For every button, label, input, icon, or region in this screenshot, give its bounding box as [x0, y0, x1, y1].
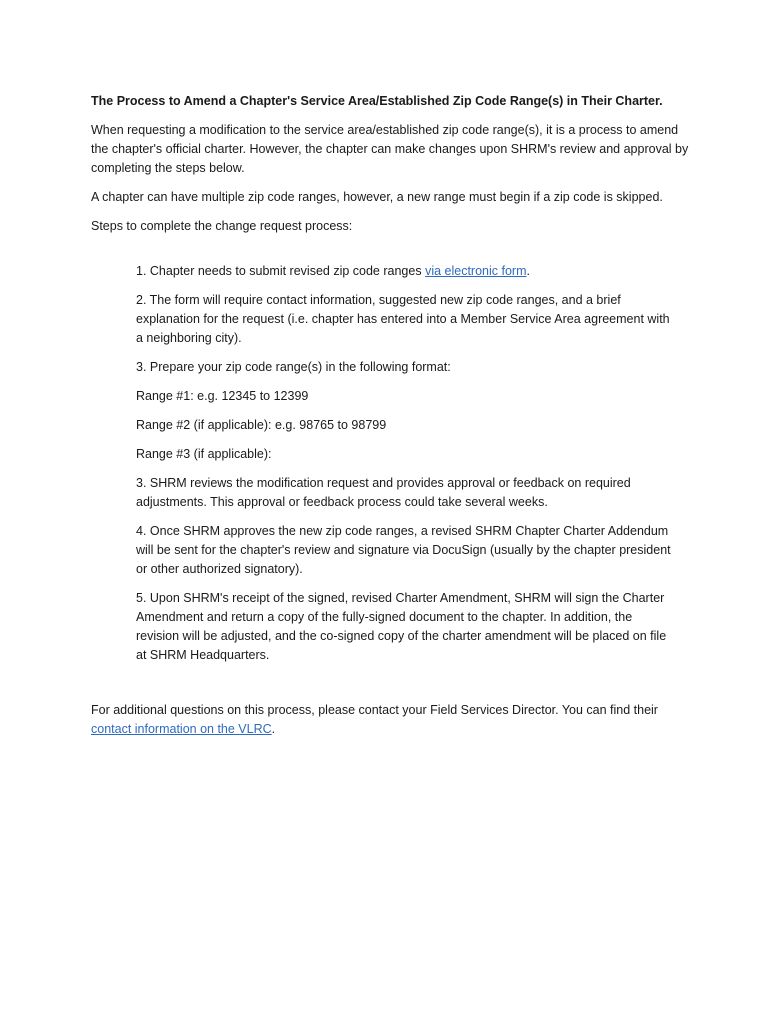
step-3-review: 3. SHRM reviews the modification request and provides approval or feedback on required adjustments. This approval or feedback process could take several weeks. — [136, 476, 631, 509]
multiple-ranges-paragraph: A chapter can have multiple zip code ranges, however, a new range must begin if a zip code is skipped. — [91, 190, 663, 204]
footer-suffix: . — [271, 722, 276, 736]
steps-list — [136, 262, 676, 665]
electronic-form-link[interactable]: via electronic form — [425, 264, 527, 278]
intro-paragraph: When requesting a modification to the service area/established zip code range(s), it is a process to amend the chapter's official charter. However, the chapter can make changes upon SHRM's review and approval by completing the steps below. — [91, 123, 689, 175]
vlrc-contact-link[interactable]: contact information on the VLRC — [91, 722, 272, 736]
step-4: 4. Once SHRM approves the new zip code ranges, a revised SHRM Chapter Charter Addendum will be sent for the chapter's review and signature via DocuSign (usually by the chapter president or other authorized signatory). — [136, 524, 671, 576]
step-1 — [136, 262, 676, 281]
document-page — [91, 92, 691, 749]
step-1-suffix: . — [526, 264, 530, 278]
footer-paragraph — [91, 701, 691, 739]
footer-text: For additional questions on this process, please contact your Field Services Director. You can find their — [91, 703, 658, 717]
step-1-text: 1. Chapter needs to submit revised zip code ranges — [136, 264, 426, 278]
range-1-example: Range #1: e.g. 12345 to 12399 — [136, 389, 309, 403]
range-3-example: Range #3 (if applicable): — [136, 447, 272, 461]
page-title: The Process to Amend a Chapter's Service Area/Established Zip Code Range(s) in Their Charter. — [91, 94, 663, 108]
step-2: 2. The form will require contact information, suggested new zip code ranges, and a brief explanation for the request (i.e. chapter has entered into a Member Service Area agreement with a neighboring city). — [136, 293, 670, 345]
range-2-example: Range #2 (if applicable): e.g. 98765 to 98799 — [136, 418, 387, 432]
step-3-prepare: 3. Prepare your zip code range(s) in the following format: — [136, 360, 451, 374]
steps-intro: Steps to complete the change request process: — [91, 219, 353, 233]
step-5: 5. Upon SHRM's receipt of the signed, revised Charter Amendment, SHRM will sign the Charter Amendment and return a copy of the fully-signed document to the chapter. In addition, the revision will be adjusted, and the co-signed copy of the charter amendment will be placed on file at SHRM Headquarters. — [136, 591, 667, 662]
